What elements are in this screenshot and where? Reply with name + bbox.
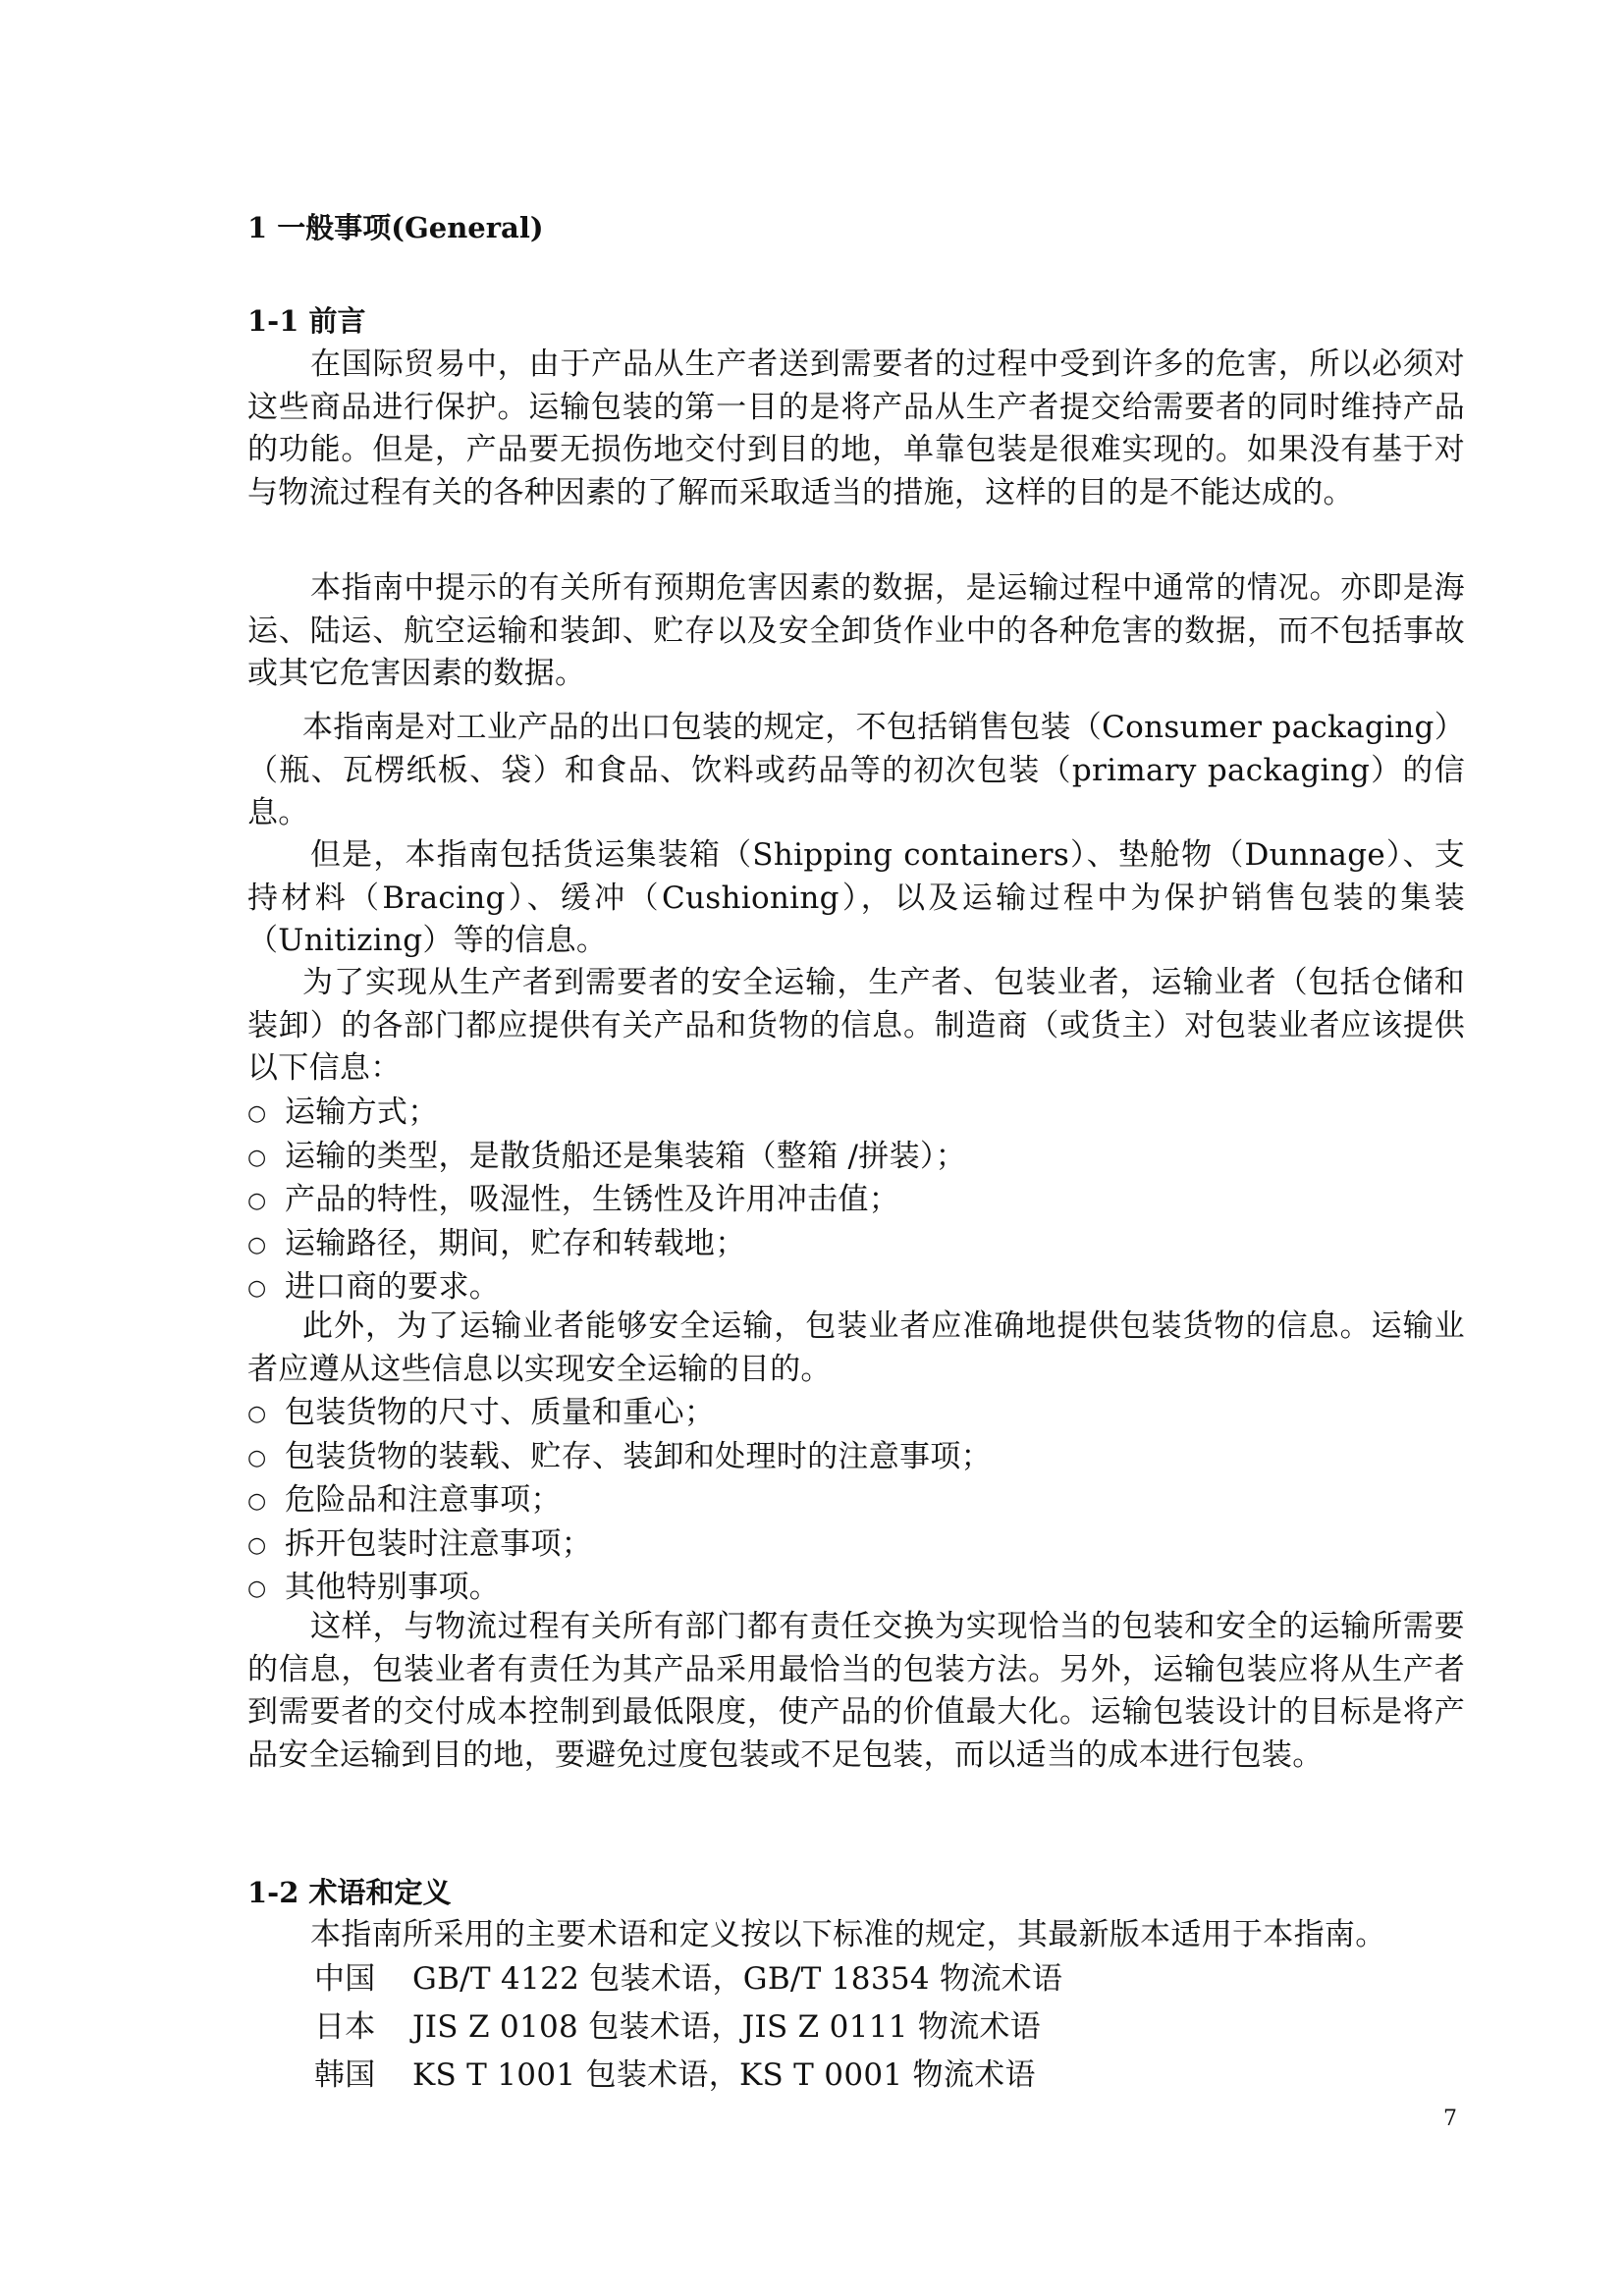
bullet-circle-icon: ○ [247, 1101, 267, 1126]
paragraph-hazard-data: 本指南中提示的有关所有预期危害因素的数据，是运输过程中通常的情况。亦即是海运、陆运、航空运输和装卸、贮存以及安全卸货作业中的各种危害的数据，而不包括事故或其它危害因素的数据。 [247, 570, 1465, 691]
country-label: 中国 [314, 1961, 376, 1997]
list-item: ○ 产品的特性，吸湿性，生锈性及许用冲击值； [247, 1179, 1465, 1223]
paragraph-intro: 在国际贸易中，由于产品从生产者送到需要者的过程中受到许多的危害，所以必须对这些商品进行保护。运输包装的第一目的是将产品从生产者提交给需要者的同时维持产品的功能。但是，产品要无损伤地交付到目的地，单靠包装是很难实现的。如果没有基于对与物流过程有关的各种因素的了解而采取适当的措施，这样的目的是不能达成的。 [247, 347, 1465, 510]
standards-row-china [314, 1955, 1062, 2003]
paragraph-packer-info: 此外，为了运输业者能够安全运输，包装业者应准确地提供包装货物的信息。运输业者应遵从这些信息以实现安全运输的目的。 [247, 1308, 1465, 1387]
bullet-circle-icon: ○ [247, 1489, 267, 1514]
country-label: 韩国 [314, 2057, 376, 2093]
list-item: ○ 危险品和注意事项； [247, 1479, 1465, 1523]
subsection-heading-foreword: 1-1 前言 [247, 304, 366, 338]
list-manufacturer-info [247, 1092, 1465, 1310]
list-item: ○ 运输路径，期间，贮存和转载地； [247, 1223, 1465, 1267]
list-item: ○ 拆开包装时注意事项； [247, 1523, 1465, 1568]
paragraph-terms-intro: 本指南所采用的主要术语和定义按以下标准的规定，其最新版本适用于本指南。 [310, 1917, 1386, 1952]
list-packer-info [247, 1392, 1465, 1611]
bullet-circle-icon: ○ [247, 1532, 267, 1558]
list-item: ○ 进口商的要求。 [247, 1266, 1465, 1310]
standards-list [314, 1955, 1062, 2100]
paragraph-conclusion: 这样，与物流过程有关所有部门都有责任交换为实现恰当的包装和安全的运输所需要的信息，包装业者有责任为其产品采用最恰当的包装方法。另外，运输包装应将从生产者到需要者的交付成本控制到最低限度，使产品的价值最大化。运输包装设计的目标是将产品安全运输到目的地，要避免过度包装或不足包装，而以适当的成本进行包装。 [247, 1609, 1465, 1773]
paragraph-scope-inclusion: 但是，本指南包括货运集装箱（Shipping containers）、垫舱物（Dunnage）、支持材料（Bracing）、缓冲（Cushioning），以及运输过程中为保护销售包装的集装（Unitizing）等的信息。 [247, 837, 1465, 958]
list-item: ○ 包装货物的尺寸、质量和重心； [247, 1392, 1465, 1436]
bullet-circle-icon: ○ [247, 1445, 267, 1470]
bullet-circle-icon: ○ [247, 1576, 267, 1601]
standard-text: JIS Z 0108 包装术语，JIS Z 0111 物流术语 [412, 2009, 1042, 2045]
standard-text: GB/T 4122 包装术语，GB/T 18354 物流术语 [412, 1961, 1063, 1997]
standard-text: KS T 1001 包装术语，KS T 0001 物流术语 [412, 2057, 1036, 2093]
section-heading: 1 一般事项(General) [247, 211, 544, 244]
paragraph-information-sharing: 为了实现从生产者到需要者的安全运输，生产者、包装业者，运输业者（包括仓储和装卸）的各部门都应提供有关产品和货物的信息。制造商（或货主）对包装业者应该提供以下信息： [247, 965, 1465, 1086]
country-label: 日本 [314, 2009, 376, 2045]
bullet-circle-icon: ○ [247, 1232, 267, 1257]
list-item: ○ 其他特别事项。 [247, 1567, 1465, 1611]
bullet-circle-icon: ○ [247, 1276, 267, 1301]
list-item: ○ 运输的类型，是散货船还是集装箱（整箱 /拼装）； [247, 1136, 1465, 1180]
page-number: 7 [1443, 2107, 1457, 2131]
standards-row-japan [314, 2003, 1062, 2052]
subsection-heading-terms: 1-2 术语和定义 [247, 1876, 452, 1909]
list-item: ○ 运输方式； [247, 1092, 1465, 1136]
standards-row-korea [314, 2052, 1062, 2100]
bullet-circle-icon: ○ [247, 1402, 267, 1426]
bullet-circle-icon: ○ [247, 1189, 267, 1213]
paragraph-scope-exclusion: 本指南是对工业产品的出口包装的规定，不包括销售包装（Consumer packaging）（瓶、瓦楞纸板、袋）和食品、饮料或药品等的初次包装（primary packaging）的信息。 [247, 710, 1465, 830]
list-item: ○ 包装货物的装载、贮存、装卸和处理时的注意事项； [247, 1436, 1465, 1480]
bullet-circle-icon: ○ [247, 1145, 267, 1170]
